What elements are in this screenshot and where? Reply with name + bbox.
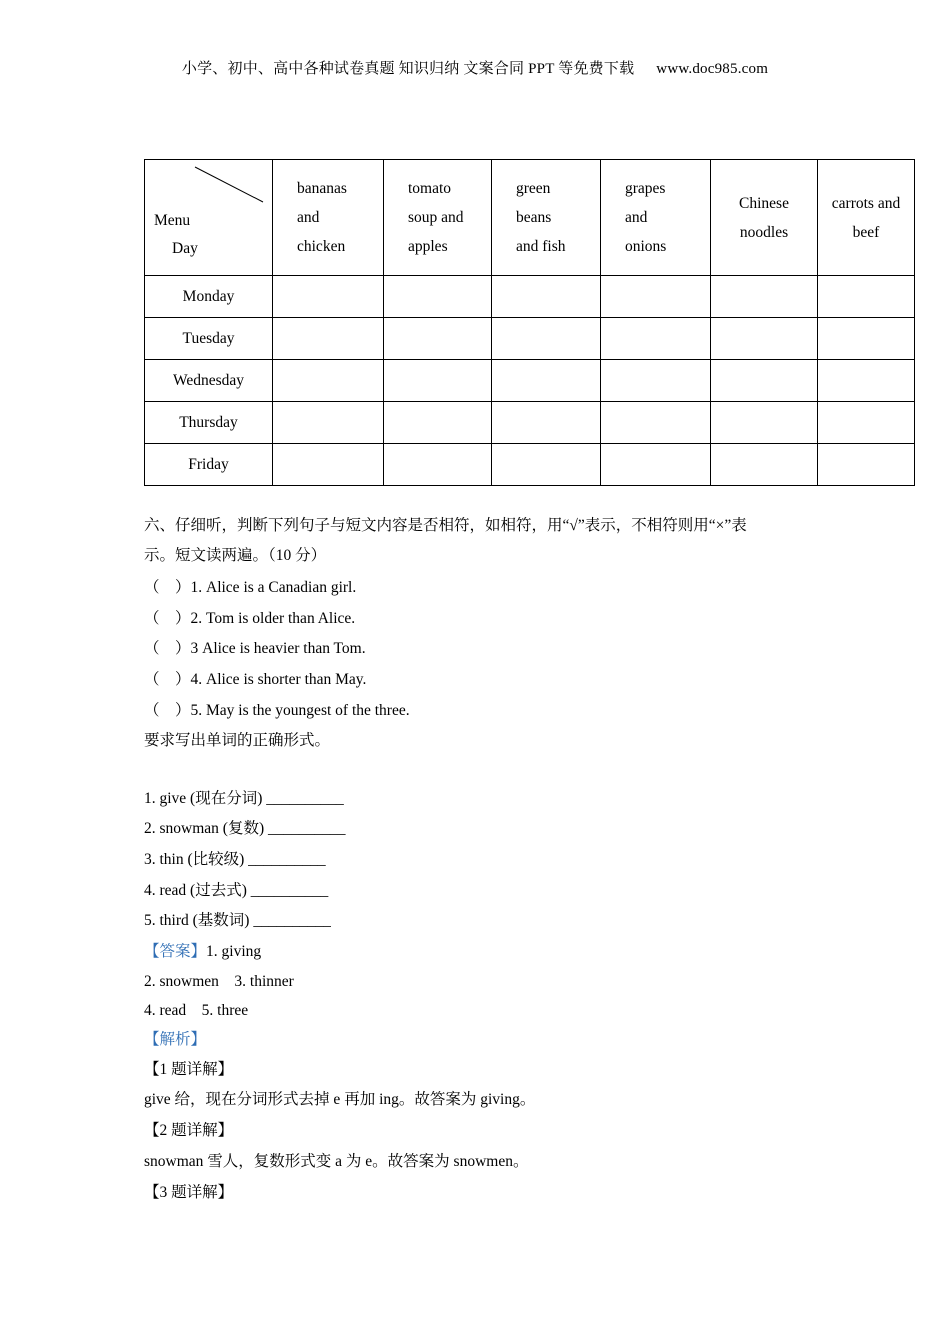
table-cell[interactable] <box>384 318 492 360</box>
detail3-title: 【3 题详解】 <box>144 1184 234 1201</box>
column-header-2 <box>384 160 492 276</box>
column-header-4 <box>601 160 711 276</box>
col3-line1: green <box>516 180 551 197</box>
table-corner-cell <box>145 160 273 276</box>
row-day-label: Wednesday <box>145 360 273 402</box>
table-cell[interactable] <box>711 402 818 444</box>
col6-line1: carrots and <box>831 194 901 212</box>
col3-line3: and fish <box>516 238 566 255</box>
section7-instruction: 要求写出单词的正确形式。 <box>144 732 331 749</box>
table-cell[interactable] <box>818 360 915 402</box>
section6-item-2: （ ）2. Tom is older than Alice. <box>144 610 356 627</box>
table-cell[interactable] <box>601 360 711 402</box>
table-cell[interactable] <box>273 360 384 402</box>
page-header <box>0 57 950 78</box>
corner-menu-label: Menu <box>154 212 191 229</box>
analysis-label: 【解析】 <box>144 1031 207 1048</box>
section7-item-1: 1. give (现在分词) __________ <box>144 790 344 807</box>
section6-item-1: （ ）1. Alice is a Canadian girl. <box>144 579 357 596</box>
table-cell[interactable] <box>711 360 818 402</box>
table-cell[interactable] <box>711 444 818 486</box>
section7-item-3: 3. thin (比较级) __________ <box>144 851 326 868</box>
table-cell[interactable] <box>492 360 601 402</box>
column-header-6 <box>818 160 915 276</box>
col6-line2: beef <box>852 223 880 241</box>
table-cell[interactable] <box>384 276 492 318</box>
table-row <box>145 318 915 360</box>
detail1-title: 【1 题详解】 <box>144 1061 234 1078</box>
answer-line-1 <box>144 942 261 962</box>
table-cell[interactable] <box>273 402 384 444</box>
table-header-row <box>145 160 915 276</box>
header-text: 小学、初中、高中各种试卷真题 知识归纳 文案合同 PPT 等免费下载 <box>181 61 635 77</box>
table-cell[interactable] <box>273 444 384 486</box>
column-header-1 <box>273 160 384 276</box>
column-header-3 <box>492 160 601 276</box>
col3-line2: beans <box>516 209 552 226</box>
table-cell[interactable] <box>273 318 384 360</box>
row-day-label: Friday <box>145 444 273 486</box>
section6-item-4: （ ）4. Alice is shorter than May. <box>144 671 367 688</box>
col1-line1: bananas <box>297 180 347 197</box>
corner-day-label: Day <box>172 240 198 257</box>
table-cell[interactable] <box>818 318 915 360</box>
table-cell[interactable] <box>492 276 601 318</box>
section7-item-4: 4. read (过去式) __________ <box>144 882 329 899</box>
table-cell[interactable] <box>601 318 711 360</box>
table-row <box>145 444 915 486</box>
col5-line2: noodles <box>739 223 789 241</box>
table-cell[interactable] <box>384 444 492 486</box>
table-cell[interactable] <box>492 444 601 486</box>
row-day-label: Tuesday <box>145 318 273 360</box>
table-row <box>145 402 915 444</box>
col1-line3: chicken <box>297 238 346 255</box>
table-cell[interactable] <box>492 402 601 444</box>
table-cell[interactable] <box>711 276 818 318</box>
detail2-text: snowman 雪人，复数形式变 a 为 e。故答案为 snowmen。 <box>144 1153 529 1170</box>
answer-text-1: 1. giving <box>206 943 262 960</box>
column-header-5 <box>711 160 818 276</box>
section6-instruction-line1: 六、仔细听，判断下列句子与短文内容是否相符，如相符，用“√”表示，不相符则用“×”表 <box>144 517 747 534</box>
section6-item-5: （ ）5. May is the youngest of the three. <box>144 702 410 719</box>
table-row <box>145 276 915 318</box>
answer-line-2: 2. snowmen 3. thinner <box>144 973 294 990</box>
table-cell[interactable] <box>818 276 915 318</box>
table-cell[interactable] <box>384 360 492 402</box>
row-day-label: Thursday <box>145 402 273 444</box>
col1-line2: and <box>297 209 320 226</box>
col2-line3: apples <box>408 238 448 255</box>
table-cell[interactable] <box>601 444 711 486</box>
table-cell[interactable] <box>818 444 915 486</box>
col4-line1: grapes <box>625 180 666 197</box>
table-cell[interactable] <box>384 402 492 444</box>
detail2-title: 【2 题详解】 <box>144 1122 234 1139</box>
answer-line-3: 4. read 5. three <box>144 1002 249 1019</box>
table-row <box>145 360 915 402</box>
section7-item-5: 5. third (基数词) __________ <box>144 912 331 929</box>
header-url[interactable]: www.doc985.com <box>656 61 769 77</box>
detail1-text: give 给，现在分词形式去掉 e 再加 ing。故答案为 giving。 <box>144 1091 536 1108</box>
col5-line1: Chinese <box>739 194 789 212</box>
table-cell[interactable] <box>492 318 601 360</box>
table-cell[interactable] <box>711 318 818 360</box>
col4-line2: and <box>625 209 648 226</box>
answer-label: 【答案】 <box>144 943 207 960</box>
section6-item-3: （ ）3 Alice is heavier than Tom. <box>144 640 366 657</box>
col2-line1: tomato <box>408 180 452 197</box>
table-cell[interactable] <box>601 276 711 318</box>
table-cell[interactable] <box>273 276 384 318</box>
section7-item-2: 2. snowman (复数) __________ <box>144 820 346 837</box>
col2-line2: soup and <box>408 209 464 226</box>
table-cell[interactable] <box>818 402 915 444</box>
menu-table <box>144 159 915 486</box>
col4-line3: onions <box>625 238 667 255</box>
table-cell[interactable] <box>601 402 711 444</box>
row-day-label: Monday <box>145 276 273 318</box>
section6-instruction-line2: 示。短文读两遍。（10 分） <box>144 547 327 564</box>
